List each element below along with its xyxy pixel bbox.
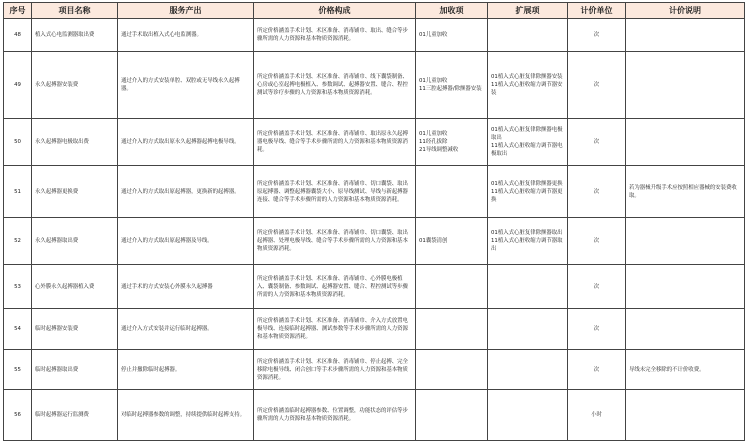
- cell-service: 通过手术取出植入式心电监测器。: [118, 19, 254, 52]
- cell-unit: 次: [568, 19, 626, 52]
- col-header-add: 加收项: [416, 3, 488, 19]
- cell-add: 01儿童加收: [416, 19, 488, 52]
- cell-note: [626, 265, 745, 309]
- table-row: [4, 119, 745, 166]
- cell-name: 心外膜永久起搏器植入费: [32, 265, 118, 309]
- cell-ext: [488, 390, 568, 441]
- table-row: [4, 390, 745, 441]
- cell-price: 所定价格涵盖临时起搏器参数、位置调整，功能状态的评估等步骤所需的人力资源和基本物质资源消耗。: [254, 390, 416, 441]
- table-row: [4, 218, 745, 265]
- cell-name: 永久起搏器取出费: [32, 218, 118, 265]
- cell-unit: 次: [568, 218, 626, 265]
- cell-name: 永久起搏器更换费: [32, 166, 118, 218]
- cell-price: 所定价格涵盖手术计划、术区准备、消毒铺巾、切口囊袋、取出起搏器、处理电极导线、缝合等手术步骤所需的人力资源和基本物质资源消耗。: [254, 218, 416, 265]
- cell-unit: 次: [568, 265, 626, 309]
- cell-price: 所定价格涵盖手术计划、术区准备、消毒铺巾、取出原永久起搏器电极导线、缝合等手术步骤所需的人力资源和基本物质资源消耗。: [254, 119, 416, 166]
- cell-service: 通过介入的方式取出原起搏器及导线。: [118, 218, 254, 265]
- cell-ext: [488, 309, 568, 350]
- cell-name: 临时起搏器安装费: [32, 309, 118, 350]
- cell-note: 若为器械升级手术应按照相应器械的安装费收取。: [626, 166, 745, 218]
- cell-ext: [488, 19, 568, 52]
- table-body: [4, 19, 745, 441]
- table-row: [4, 52, 745, 119]
- cell-add: 01儿童加收 11三腔起搏器/除颤器安装: [416, 52, 488, 119]
- cell-add: [416, 309, 488, 350]
- cell-add: [416, 166, 488, 218]
- cell-price: 所定价格涵盖手术计划、术区准备、消毒铺巾、取出、缝合等步骤所需的人力资源和基本物质资源消耗。: [254, 19, 416, 52]
- cell-price: 所定价格涵盖手术计划、术区准备、消毒铺巾、停止起搏、完全移除电极导线、闭合创口等手术步骤所需的人力资源和基本物质资源消耗。: [254, 350, 416, 390]
- table-header-row: [4, 3, 745, 19]
- cell-note: 导线未完全移除的不计价收费。: [626, 350, 745, 390]
- cell-seq: 52: [4, 218, 32, 265]
- cell-note: [626, 218, 745, 265]
- col-header-unit: 计价单位: [568, 3, 626, 19]
- cell-unit: 小时: [568, 390, 626, 441]
- cell-service: 通过介入的方式取出原起搏器，更换新的起搏器。: [118, 166, 254, 218]
- col-header-service: 服务产出: [118, 3, 254, 19]
- cell-note: [626, 52, 745, 119]
- cell-price: 所定价格涵盖手术计划、术区准备、消毒铺巾、切口囊袋、取出原起搏器、调整起搏器囊袋大小、原导线测试、导线与新起搏器连接、缝合等手术步骤所需的人力资源和基本物质资源消耗。: [254, 166, 416, 218]
- cell-name: 植入式心电监测器取出费: [32, 19, 118, 52]
- cell-name: 永久起搏器电极取出费: [32, 119, 118, 166]
- cell-seq: 49: [4, 52, 32, 119]
- cell-add: [416, 350, 488, 390]
- cell-name: 临时起搏器取出费: [32, 350, 118, 390]
- cell-unit: 次: [568, 350, 626, 390]
- col-header-name: 项目名称: [32, 3, 118, 19]
- cell-unit: 次: [568, 52, 626, 119]
- cell-price: 所定价格涵盖手术计划、术区准备、消毒铺巾、介入方式放置电极导线、连接临时起搏器、测试参数等手术步骤所需的人力资源和基本物质资源消耗。: [254, 309, 416, 350]
- cell-add: [416, 390, 488, 441]
- cell-seq: 56: [4, 390, 32, 441]
- table-row: [4, 19, 745, 52]
- cell-ext: [488, 350, 568, 390]
- table-row: [4, 166, 745, 218]
- price-table: [3, 2, 745, 441]
- cell-note: [626, 309, 745, 350]
- cell-service: 通过介入的方式取出原永久起搏器起搏电极导线。: [118, 119, 254, 166]
- cell-ext: 01植入式心脏复律除颤器电极取出 11植入式心脏收缩力调节器电极取出: [488, 119, 568, 166]
- col-header-price: 价格构成: [254, 3, 416, 19]
- col-header-note: 计价说明: [626, 3, 745, 19]
- cell-seq: 54: [4, 309, 32, 350]
- cell-add: [416, 265, 488, 309]
- cell-add: 01囊袋清创: [416, 218, 488, 265]
- cell-price: 所定价格涵盖手术计划、术区准备、消毒铺巾、线下囊袋制备、心房或心室起搏电极植入、参数调试、起搏器安置、缝合、程控测试等诊疗步骤的人力资源和基本物质资源消耗。: [254, 52, 416, 119]
- col-header-seq: 序号: [4, 3, 32, 19]
- cell-ext: 01植入式心脏复律除颤器安装 11植入式心脏收缩力调节器安装: [488, 52, 568, 119]
- cell-seq: 53: [4, 265, 32, 309]
- cell-name: 临时起搏器运行监测费: [32, 390, 118, 441]
- cell-note: [626, 19, 745, 52]
- cell-seq: 51: [4, 166, 32, 218]
- cell-service: 对临时起搏器参数的调整，持续提供临时起搏支持。: [118, 390, 254, 441]
- cell-note: [626, 390, 745, 441]
- cell-seq: 55: [4, 350, 32, 390]
- cell-name: 永久起搏器安装费: [32, 52, 118, 119]
- cell-ext: 01植入式心脏复律除颤器取出 11植入式心脏收缩力调节器取出: [488, 218, 568, 265]
- cell-service: 通过介入方式安装并运行临时起搏器。: [118, 309, 254, 350]
- price-table-page: [3, 2, 744, 433]
- cell-service: 通过介入的方式安装单腔、双腔或无导线永久起搏器。: [118, 52, 254, 119]
- cell-note: [626, 119, 745, 166]
- cell-unit: 次: [568, 309, 626, 350]
- cell-service: 停止并撤除临时起搏器。: [118, 350, 254, 390]
- col-header-ext: 扩展项: [488, 3, 568, 19]
- cell-unit: 次: [568, 166, 626, 218]
- cell-seq: 50: [4, 119, 32, 166]
- cell-ext: [488, 265, 568, 309]
- table-row: [4, 265, 745, 309]
- cell-unit: 次: [568, 119, 626, 166]
- cell-seq: 48: [4, 19, 32, 52]
- cell-add: 01儿童加收 11经孔拔除 21导线调整减收: [416, 119, 488, 166]
- cell-ext: 01植入式心脏复律除颤器更换 11植入式心脏收缩力调节器更换: [488, 166, 568, 218]
- cell-price: 所定价格涵盖手术计划、术区准备、消毒铺巾、心外膜电极植入、囊袋制备、参数调试、起搏器安置、缝合、程控测试等步骤所需的人力资源和基本物质资源消耗。: [254, 265, 416, 309]
- table-row: [4, 309, 745, 350]
- cell-service: 通过手术的方式安装心外膜永久起搏器: [118, 265, 254, 309]
- table-row: [4, 350, 745, 390]
